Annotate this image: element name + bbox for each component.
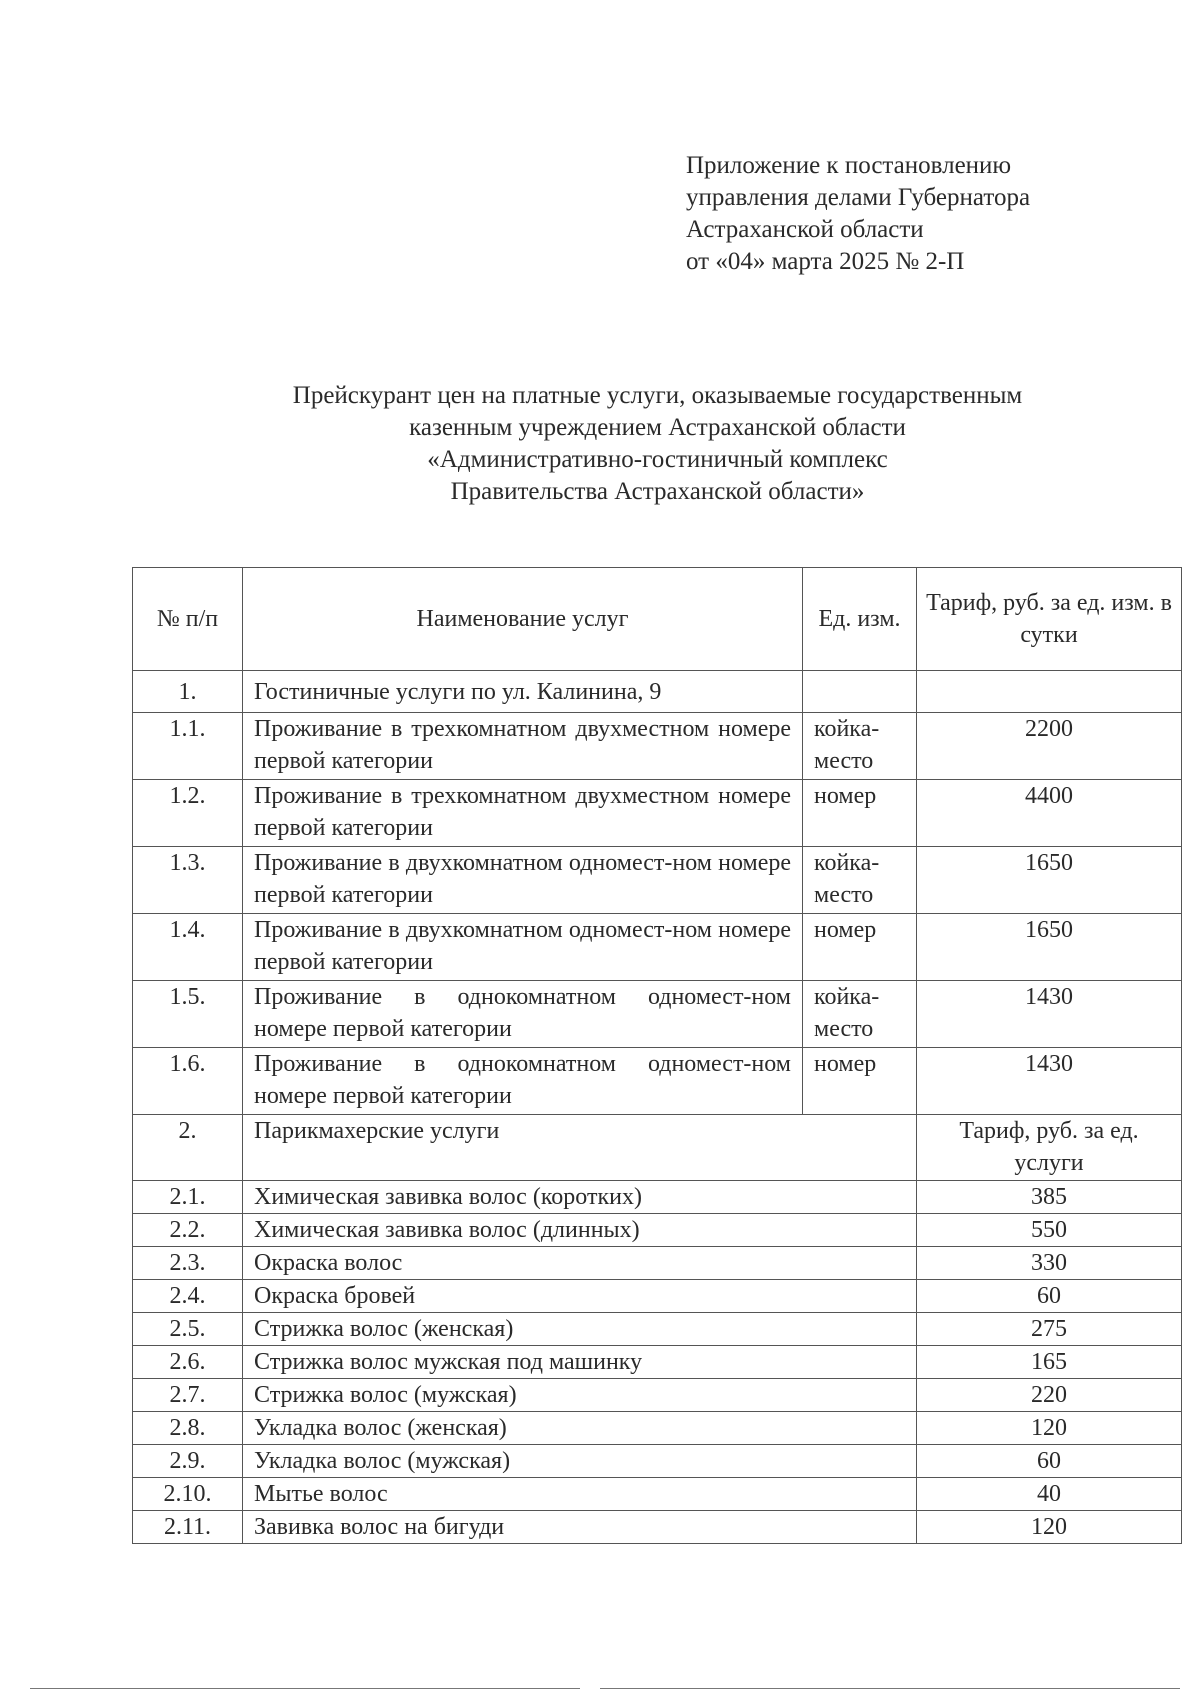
table-header-row [133,568,1182,671]
header-name: Наименование услуг [243,568,803,671]
table-row [133,1511,1182,1544]
row-tariff: 1650 [917,847,1182,914]
header-tariff: Тариф, руб. за ед. изм. в сутки [917,568,1182,671]
row-num: 1.5. [133,981,243,1048]
row-name: Проживание в однокомнатном одномест-ном номере первой категории [243,981,803,1048]
table-row [133,1181,1182,1214]
row-name: Проживание в однокомнатном одномест-ном номере первой категории [243,1048,803,1115]
row-num: 2.8. [133,1412,243,1445]
table-row [133,1214,1182,1247]
table-row [133,914,1182,981]
row-num: 2.2. [133,1214,243,1247]
section-num: 1. [133,671,243,713]
annex-line: управления делами Губернатора [686,184,1031,211]
table-row [133,780,1182,847]
title-line: казенным учреждением Астраханской области [409,414,906,441]
bottom-rule [600,1688,1180,1689]
row-num: 2.7. [133,1379,243,1412]
row-name: Химическая завивка волос (длинных) [243,1214,917,1247]
row-unit: номер [803,914,917,981]
section-tariff-header: Тариф, руб. за ед. услуги [917,1115,1182,1181]
row-unit: койка-место [803,847,917,914]
row-tariff: 275 [917,1313,1182,1346]
table-row [133,1247,1182,1280]
annex-line: Астраханской области [686,216,924,243]
row-num: 1.2. [133,780,243,847]
row-tariff: 60 [917,1445,1182,1478]
row-tariff: 2200 [917,713,1182,780]
row-name: Проживание в двухкомнатном одномест-ном номере первой категории [243,914,803,981]
title-line: Прейскурант цен на платные услуги, оказываемые государственным [292,382,1023,409]
row-num: 1.3. [133,847,243,914]
row-tariff: 1430 [917,1048,1182,1115]
row-tariff: 385 [917,1181,1182,1214]
section-row-hotel [133,671,1182,713]
table-row [133,1346,1182,1379]
row-name: Окраска бровей [243,1280,917,1313]
row-tariff: 4400 [917,780,1182,847]
row-unit: номер [803,780,917,847]
row-name: Проживание в двухкомнатном одномест-ном номере первой категории [243,847,803,914]
table-row [133,1048,1182,1115]
row-name: Химическая завивка волос (коротких) [243,1181,917,1214]
row-num: 1.4. [133,914,243,981]
section-unit-empty [803,671,917,713]
row-tariff: 165 [917,1346,1182,1379]
row-num: 1.1. [133,713,243,780]
row-name: Стрижка волос мужская под машинку [243,1346,917,1379]
row-name: Стрижка волос (мужская) [243,1379,917,1412]
table-row [133,1379,1182,1412]
row-name: Завивка волос на бигуди [243,1511,917,1544]
table-row [133,1412,1182,1445]
row-num: 2.4. [133,1280,243,1313]
row-name: Проживание в трехкомнатном двухместном номере первой категории [243,780,803,847]
row-tariff: 1650 [917,914,1182,981]
row-num: 2.3. [133,1247,243,1280]
row-name: Укладка волос (мужская) [243,1445,917,1478]
row-name: Укладка волос (женская) [243,1412,917,1445]
row-num: 2.5. [133,1313,243,1346]
row-num: 2.10. [133,1478,243,1511]
row-tariff: 1430 [917,981,1182,1048]
row-name: Проживание в трехкомнатном двухместном номере первой категории [243,713,803,780]
table-row [133,713,1182,780]
table-row [133,1280,1182,1313]
row-tariff: 330 [917,1247,1182,1280]
row-num: 2.9. [133,1445,243,1478]
row-num: 2.11. [133,1511,243,1544]
section-num: 2. [133,1115,243,1181]
table-row [133,847,1182,914]
document-title [130,380,1185,508]
header-num: № п/п [133,568,243,671]
row-tariff: 220 [917,1379,1182,1412]
row-tariff: 40 [917,1478,1182,1511]
section-row-hairdressing [133,1115,1182,1181]
row-tariff: 60 [917,1280,1182,1313]
annex-line: Приложение к постановлению [686,152,1012,179]
row-num: 2.6. [133,1346,243,1379]
row-name: Стрижка волос (женская) [243,1313,917,1346]
row-tariff: 120 [917,1412,1182,1445]
section-tariff-empty [917,671,1182,713]
row-num: 2.1. [133,1181,243,1214]
row-num: 1.6. [133,1048,243,1115]
section-name: Парикмахерские услуги [243,1115,917,1181]
row-unit: номер [803,1048,917,1115]
row-unit: койка-место [803,981,917,1048]
table-row [133,1313,1182,1346]
bottom-rule [30,1688,580,1689]
row-name: Окраска волос [243,1247,917,1280]
header-unit: Ед. изм. [803,568,917,671]
table-row [133,1478,1182,1511]
table-row [133,981,1182,1048]
row-tariff: 550 [917,1214,1182,1247]
annex-date-line: от «04» марта 2025 № 2-П [686,248,965,275]
title-line: Правительства Астраханской области» [450,478,865,505]
price-table [132,567,1182,1544]
row-tariff: 120 [917,1511,1182,1544]
table-row [133,1445,1182,1478]
row-unit: койка-место [803,713,917,780]
annex-block [686,150,1030,278]
section-name: Гостиничные услуги по ул. Калинина, 9 [243,671,803,713]
row-name: Мытье волос [243,1478,917,1511]
title-line: «Административно-гостиничный комплекс [427,446,888,473]
